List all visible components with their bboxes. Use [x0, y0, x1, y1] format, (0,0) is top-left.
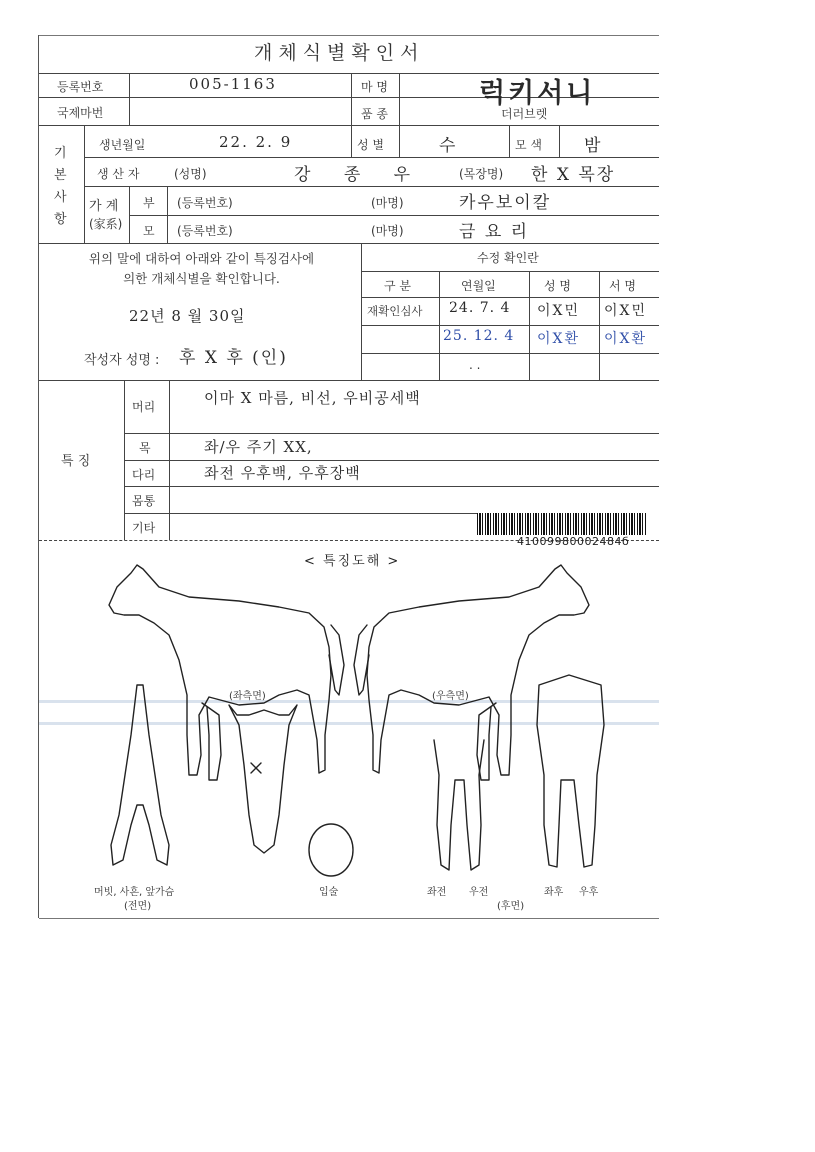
features-label: 특 징: [61, 454, 91, 469]
correction-row-date: 25. 12. 4: [443, 328, 515, 344]
producer-label: 생 산 자: [97, 167, 140, 181]
correction-signature-header: 서 명: [609, 279, 636, 293]
horse-name-label: 마 명: [361, 80, 388, 94]
left-side-horse: [109, 565, 344, 780]
barcode-number: 41009980002484б: [517, 535, 630, 548]
sex-label: 성 별: [357, 138, 384, 152]
document-title: 개체식별확인서: [254, 42, 425, 64]
reg-no-value: 005-1163: [189, 75, 277, 93]
correction-category-header: 구 분: [384, 279, 411, 293]
basic-info-char: 기: [54, 146, 67, 161]
intl-no-label: 국제마번: [57, 106, 104, 120]
correction-name-header: 성 명: [544, 279, 571, 293]
author-signature: 후 X 후 (인): [179, 348, 288, 368]
correction-row-category: 재확인심사: [367, 304, 423, 318]
dam-name-label: (마명): [371, 224, 404, 238]
breed-label: 품 종: [361, 107, 388, 121]
front-view-horse: [111, 685, 169, 865]
front-features-caption: 머빗, 사흔, 앞가슴: [94, 887, 175, 898]
dam-reg-label: (등록번호): [177, 224, 233, 238]
body-label: 몸통: [132, 494, 156, 508]
producer-name-value: 강 종 우: [294, 165, 425, 185]
legs-label: 다리: [132, 468, 156, 482]
correction-date-header: 연월일: [461, 279, 496, 293]
rear-caption-left-rear: 좌후: [544, 887, 564, 898]
left-side-caption: (좌측면): [229, 691, 266, 702]
lineage-hanja-label: (家系): [89, 217, 123, 231]
correction-row-date: 24. 7. 4: [449, 300, 511, 316]
correction-row-name: 이X민: [537, 303, 581, 319]
rear-caption-left-front: 좌전: [427, 887, 447, 898]
basic-info-char: 본: [54, 168, 67, 183]
head-label: 머리: [132, 400, 156, 414]
coat-color-label: 모 색: [515, 138, 542, 152]
certification-line: 의한 개체식별을 확인합니다.: [123, 271, 280, 286]
neck-label: 목: [139, 441, 151, 455]
farm-name-value: 한 X 목장: [531, 165, 616, 185]
rear-caption-right-rear: 우후: [579, 887, 599, 898]
legs-value: 좌전 우후백, 우후장백: [204, 464, 361, 482]
muzzle-shape: [309, 824, 353, 876]
horse-name-value: 럭키서니: [479, 78, 596, 109]
producer-name-label: (성명): [174, 167, 207, 181]
certification-line: 위의 말에 대하여 아래와 같이 특징검사에: [88, 251, 315, 266]
rear-caption-right-front: 우전: [469, 887, 489, 898]
correction-title: 수정 확인란: [477, 251, 539, 265]
head-front-view: [229, 705, 297, 853]
other-label: 기타: [132, 521, 156, 535]
sire-label: 부: [143, 196, 155, 210]
correction-row-name: 이X환: [537, 331, 581, 347]
right-side-horse: [354, 565, 589, 780]
muzzle-caption: 입술: [319, 887, 339, 898]
neck-value: 좌/우 주기 XX,: [204, 438, 313, 456]
farm-name-label: (목장명): [459, 167, 504, 181]
diagram-title: < 특징도해 >: [304, 554, 401, 569]
identification-certificate: [38, 35, 659, 918]
rear-view-caption: (후면): [497, 901, 525, 912]
written-date: 22년 8 월 30일: [129, 307, 246, 325]
right-side-caption: (우측면): [432, 691, 469, 702]
correction-row-signature: 이X민: [604, 303, 648, 319]
sire-name-value: 카우보이칼: [459, 193, 552, 213]
dam-name-value: 금 요 리: [459, 222, 530, 242]
basic-info-char: 항: [54, 212, 67, 227]
bottom-border: [39, 918, 659, 919]
correction-row-signature: 이X환: [604, 331, 648, 347]
birth-date-label: 생년월일: [99, 138, 146, 152]
horse-diagram: [39, 35, 659, 918]
front-view-caption: (전면): [124, 901, 152, 912]
reg-no-label: 등록번호: [57, 80, 104, 94]
sire-name-label: (마명): [371, 196, 404, 210]
head-value: 이마 X 마름, 비선, 우비공세백: [204, 389, 421, 407]
author-sign-label: 작성자 성명 :: [84, 353, 160, 368]
lineage-label: 가 계: [89, 199, 119, 214]
dam-label: 모: [143, 224, 155, 238]
correction-row-date: . .: [469, 358, 481, 372]
sex-value: 수: [439, 136, 458, 156]
sire-reg-label: (등록번호): [177, 196, 233, 210]
coat-color-value: 밤: [584, 136, 603, 156]
birth-date-value: 22. 2. 9: [219, 133, 293, 151]
breed-value: 더러브렛: [501, 107, 548, 121]
basic-info-char: 사: [54, 190, 67, 205]
